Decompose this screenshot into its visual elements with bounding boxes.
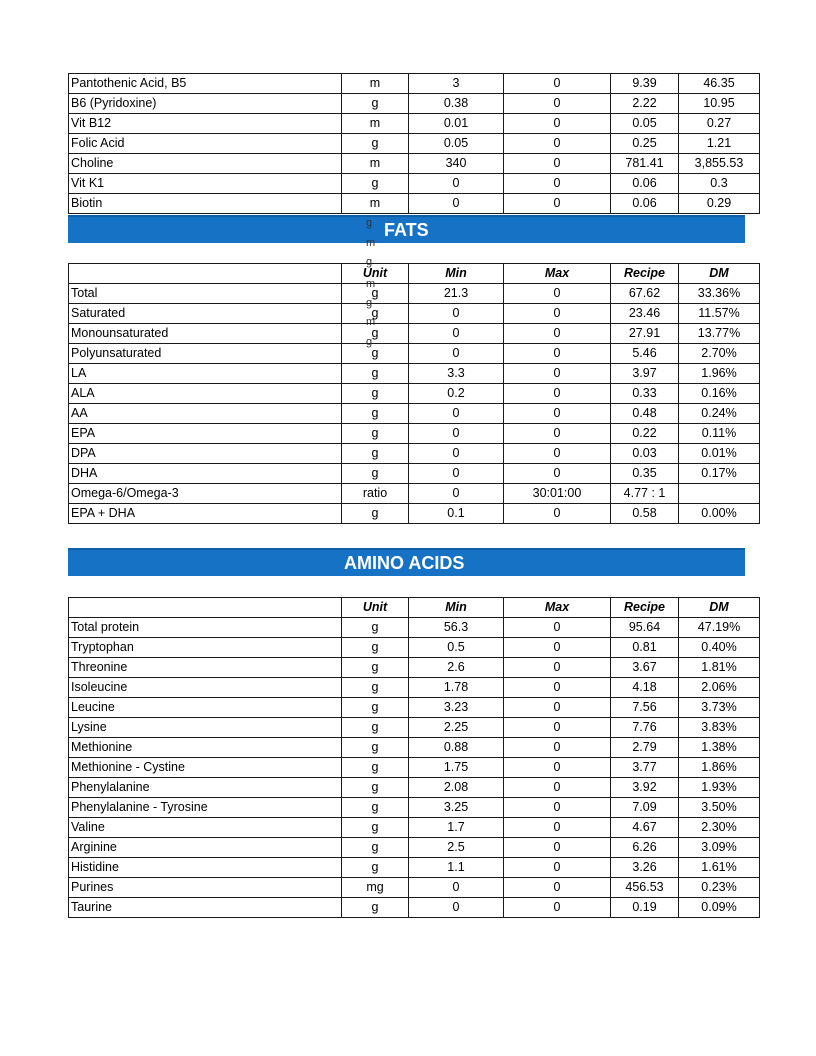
cell-max: 0 — [504, 404, 611, 424]
cell-name: Total protein — [69, 618, 342, 638]
cell-unit: g — [342, 384, 409, 404]
cell-name: AA — [69, 404, 342, 424]
cell-dm: 0.40% — [679, 638, 760, 658]
cell-name: DHA — [69, 464, 342, 484]
cell-recipe: 0.06 — [611, 174, 679, 194]
cell-dm: 0.29 — [679, 194, 760, 214]
cell-recipe: 5.46 — [611, 344, 679, 364]
table-row — [69, 718, 760, 738]
fats-header-dm: DM — [679, 264, 760, 284]
cell-min: 2.6 — [409, 658, 504, 678]
table-row — [69, 284, 760, 304]
table-row — [69, 698, 760, 718]
cell-min: 0 — [409, 898, 504, 918]
cell-recipe: 7.76 — [611, 718, 679, 738]
cell-name: Methionine - Cystine — [69, 758, 342, 778]
amino-acids-table-body — [69, 618, 760, 918]
cell-min: 0.1 — [409, 504, 504, 524]
fats-section-banner — [68, 215, 745, 243]
cell-min: 0.5 — [409, 638, 504, 658]
table-row — [69, 94, 760, 114]
cell-max: 0 — [504, 444, 611, 464]
amino-acids-header-name — [69, 598, 342, 618]
cell-recipe: 95.64 — [611, 618, 679, 638]
cell-max: 0 — [504, 618, 611, 638]
cell-name: Purines — [69, 878, 342, 898]
cell-unit: g — [342, 504, 409, 524]
cell-recipe: 0.48 — [611, 404, 679, 424]
cell-name: EPA + DHA — [69, 504, 342, 524]
cell-dm: 33.36% — [679, 284, 760, 304]
table-row — [69, 194, 760, 214]
cell-max: 0 — [504, 194, 611, 214]
cell-name: Leucine — [69, 698, 342, 718]
cell-unit: g — [342, 818, 409, 838]
cell-name: Valine — [69, 818, 342, 838]
fats-table — [68, 263, 760, 524]
cell-dm: 2.06% — [679, 678, 760, 698]
overflow-unit-letter: m — [366, 316, 376, 328]
cell-recipe: 2.79 — [611, 738, 679, 758]
cell-unit: g — [342, 424, 409, 444]
cell-recipe: 4.77 : 1 — [611, 484, 679, 504]
cell-recipe: 3.92 — [611, 778, 679, 798]
cell-dm — [679, 484, 760, 504]
cell-dm: 0.09% — [679, 898, 760, 918]
vitamins-table-body — [69, 74, 760, 214]
fats-header-row — [69, 264, 760, 284]
cell-dm: 10.95 — [679, 94, 760, 114]
cell-dm: 0.01% — [679, 444, 760, 464]
cell-recipe: 7.09 — [611, 798, 679, 818]
cell-dm: 0.3 — [679, 174, 760, 194]
cell-recipe: 23.46 — [611, 304, 679, 324]
table-row — [69, 638, 760, 658]
amino-acids-header-unit: Unit — [342, 598, 409, 618]
vitamins-table — [68, 73, 760, 214]
cell-unit: g — [342, 134, 409, 154]
cell-max: 0 — [504, 364, 611, 384]
cell-recipe: 3.77 — [611, 758, 679, 778]
table-row — [69, 484, 760, 504]
cell-unit: g — [342, 858, 409, 878]
cell-max: 0 — [504, 324, 611, 344]
cell-name: Monounsaturated — [69, 324, 342, 344]
cell-min: 0 — [409, 194, 504, 214]
table-row — [69, 898, 760, 918]
overflow-unit-letter: m — [366, 237, 376, 249]
cell-name: Methionine — [69, 738, 342, 758]
table-row — [69, 444, 760, 464]
amino-acids-header-row — [69, 598, 760, 618]
cell-max: 0 — [504, 154, 611, 174]
cell-dm: 3.09% — [679, 838, 760, 858]
cell-unit: mg — [342, 878, 409, 898]
cell-unit: g — [342, 698, 409, 718]
cell-recipe: 3.97 — [611, 364, 679, 384]
cell-unit: g — [342, 284, 409, 304]
cell-recipe: 0.05 — [611, 114, 679, 134]
cell-dm: 1.21 — [679, 134, 760, 154]
cell-max: 0 — [504, 758, 611, 778]
table-row — [69, 74, 760, 94]
cell-name: LA — [69, 364, 342, 384]
cell-max: 0 — [504, 718, 611, 738]
amino-acids-section-banner — [68, 548, 745, 576]
cell-unit: g — [342, 838, 409, 858]
table-row — [69, 818, 760, 838]
overflow-unit-letter: g — [366, 336, 373, 348]
cell-max: 0 — [504, 114, 611, 134]
cell-recipe: 0.81 — [611, 638, 679, 658]
cell-unit: g — [342, 758, 409, 778]
cell-min: 0.88 — [409, 738, 504, 758]
table-row — [69, 364, 760, 384]
cell-recipe: 3.26 — [611, 858, 679, 878]
cell-max: 0 — [504, 818, 611, 838]
cell-dm: 13.77% — [679, 324, 760, 344]
cell-min: 3.23 — [409, 698, 504, 718]
cell-max: 0 — [504, 858, 611, 878]
amino-acids-header-dm: DM — [679, 598, 760, 618]
cell-name: Histidine — [69, 858, 342, 878]
cell-name: Saturated — [69, 304, 342, 324]
cell-name: Total — [69, 284, 342, 304]
cell-max: 0 — [504, 384, 611, 404]
cell-unit: g — [342, 344, 409, 364]
cell-dm: 0.23% — [679, 878, 760, 898]
fats-header-recipe: Recipe — [611, 264, 679, 284]
cell-name: Polyunsaturated — [69, 344, 342, 364]
cell-dm: 1.38% — [679, 738, 760, 758]
table-row — [69, 678, 760, 698]
cell-min: 1.75 — [409, 758, 504, 778]
cell-unit: g — [342, 738, 409, 758]
cell-max: 0 — [504, 424, 611, 444]
amino-acids-table — [68, 597, 760, 918]
cell-dm: 0.27 — [679, 114, 760, 134]
cell-max: 0 — [504, 134, 611, 154]
cell-name: Phenylalanine — [69, 778, 342, 798]
amino-acids-section-title: AMINO ACIDS — [344, 553, 465, 573]
cell-max: 0 — [504, 174, 611, 194]
cell-dm: 1.61% — [679, 858, 760, 878]
cell-recipe: 781.41 — [611, 154, 679, 174]
cell-max: 0 — [504, 304, 611, 324]
table-row — [69, 424, 760, 444]
amino-acids-header-min: Min — [409, 598, 504, 618]
cell-max: 0 — [504, 698, 611, 718]
table-row — [69, 758, 760, 778]
cell-max: 0 — [504, 658, 611, 678]
cell-min: 0 — [409, 464, 504, 484]
cell-recipe: 4.18 — [611, 678, 679, 698]
table-row — [69, 304, 760, 324]
cell-unit: g — [342, 464, 409, 484]
cell-dm: 46.35 — [679, 74, 760, 94]
cell-unit: ratio — [342, 484, 409, 504]
table-row — [69, 618, 760, 638]
cell-recipe: 7.56 — [611, 698, 679, 718]
cell-dm: 47.19% — [679, 618, 760, 638]
table-row — [69, 658, 760, 678]
fats-header-max: Max — [504, 264, 611, 284]
overflow-unit-letter: m — [366, 278, 376, 290]
cell-name: ALA — [69, 384, 342, 404]
fats-header-unit: Unit — [342, 264, 409, 284]
cell-min: 0 — [409, 404, 504, 424]
table-row — [69, 324, 760, 344]
overflow-unit-letter: g — [366, 256, 373, 268]
cell-dm: 3.83% — [679, 718, 760, 738]
cell-unit: m — [342, 194, 409, 214]
cell-unit: g — [342, 718, 409, 738]
cell-min: 2.5 — [409, 838, 504, 858]
fats-header-min: Min — [409, 264, 504, 284]
cell-max: 0 — [504, 344, 611, 364]
cell-min: 1.7 — [409, 818, 504, 838]
cell-min: 1.78 — [409, 678, 504, 698]
cell-dm: 11.57% — [679, 304, 760, 324]
table-row — [69, 878, 760, 898]
cell-min: 2.08 — [409, 778, 504, 798]
cell-dm: 0.11% — [679, 424, 760, 444]
cell-dm: 0.17% — [679, 464, 760, 484]
cell-recipe: 27.91 — [611, 324, 679, 344]
cell-recipe: 0.25 — [611, 134, 679, 154]
cell-unit: g — [342, 324, 409, 344]
cell-min: 21.3 — [409, 284, 504, 304]
cell-min: 0.38 — [409, 94, 504, 114]
cell-max: 0 — [504, 798, 611, 818]
table-row — [69, 344, 760, 364]
cell-name: Arginine — [69, 838, 342, 858]
table-row — [69, 404, 760, 424]
cell-min: 0 — [409, 344, 504, 364]
table-row — [69, 858, 760, 878]
table-row — [69, 114, 760, 134]
cell-dm: 3,855.53 — [679, 154, 760, 174]
cell-recipe: 4.67 — [611, 818, 679, 838]
cell-min: 0 — [409, 444, 504, 464]
cell-dm: 0.16% — [679, 384, 760, 404]
cell-recipe: 9.39 — [611, 74, 679, 94]
cell-max: 0 — [504, 284, 611, 304]
cell-name: Biotin — [69, 194, 342, 214]
cell-unit: g — [342, 404, 409, 424]
fats-header-name — [69, 264, 342, 284]
cell-name: Vit K1 — [69, 174, 342, 194]
table-row — [69, 384, 760, 404]
cell-name: DPA — [69, 444, 342, 464]
cell-unit: g — [342, 638, 409, 658]
table-row — [69, 798, 760, 818]
cell-dm: 3.50% — [679, 798, 760, 818]
cell-unit: g — [342, 898, 409, 918]
table-row — [69, 464, 760, 484]
cell-name: B6 (Pyridoxine) — [69, 94, 342, 114]
amino-acids-header-max: Max — [504, 598, 611, 618]
cell-unit: g — [342, 304, 409, 324]
cell-min: 340 — [409, 154, 504, 174]
cell-min: 0.05 — [409, 134, 504, 154]
cell-min: 0 — [409, 484, 504, 504]
cell-min: 1.1 — [409, 858, 504, 878]
cell-unit: g — [342, 174, 409, 194]
cell-dm: 1.86% — [679, 758, 760, 778]
cell-max: 0 — [504, 94, 611, 114]
cell-recipe: 0.19 — [611, 898, 679, 918]
cell-name: Taurine — [69, 898, 342, 918]
cell-max: 0 — [504, 678, 611, 698]
cell-recipe: 456.53 — [611, 878, 679, 898]
cell-name: EPA — [69, 424, 342, 444]
fats-section-title: FATS — [384, 220, 429, 240]
cell-dm: 2.70% — [679, 344, 760, 364]
cell-recipe: 0.03 — [611, 444, 679, 464]
cell-min: 0 — [409, 324, 504, 344]
overflow-unit-letter: g — [366, 297, 373, 309]
cell-max: 0 — [504, 738, 611, 758]
cell-min: 56.3 — [409, 618, 504, 638]
cell-name: Tryptophan — [69, 638, 342, 658]
cell-unit: g — [342, 618, 409, 638]
table-row — [69, 504, 760, 524]
cell-max: 0 — [504, 74, 611, 94]
cell-unit: g — [342, 678, 409, 698]
cell-dm: 2.30% — [679, 818, 760, 838]
cell-min: 3 — [409, 74, 504, 94]
cell-max: 0 — [504, 638, 611, 658]
cell-max: 0 — [504, 504, 611, 524]
cell-unit: g — [342, 364, 409, 384]
cell-dm: 1.93% — [679, 778, 760, 798]
cell-name: Folic Acid — [69, 134, 342, 154]
cell-max: 0 — [504, 838, 611, 858]
cell-min: 0 — [409, 424, 504, 444]
cell-unit: m — [342, 154, 409, 174]
cell-dm: 0.00% — [679, 504, 760, 524]
cell-unit: g — [342, 798, 409, 818]
cell-name: Phenylalanine - Tyrosine — [69, 798, 342, 818]
cell-unit: m — [342, 74, 409, 94]
cell-max: 0 — [504, 898, 611, 918]
cell-min: 0.01 — [409, 114, 504, 134]
cell-name: Vit B12 — [69, 114, 342, 134]
cell-dm: 0.24% — [679, 404, 760, 424]
cell-name: Omega-6/Omega-3 — [69, 484, 342, 504]
cell-name: Choline — [69, 154, 342, 174]
cell-name: Isoleucine — [69, 678, 342, 698]
table-row — [69, 778, 760, 798]
amino-acids-header-recipe: Recipe — [611, 598, 679, 618]
cell-min: 2.25 — [409, 718, 504, 738]
cell-recipe: 3.67 — [611, 658, 679, 678]
cell-max: 0 — [504, 778, 611, 798]
cell-recipe: 6.26 — [611, 838, 679, 858]
table-row — [69, 738, 760, 758]
cell-min: 0.2 — [409, 384, 504, 404]
cell-min: 0 — [409, 878, 504, 898]
cell-recipe: 0.22 — [611, 424, 679, 444]
cell-dm: 1.81% — [679, 658, 760, 678]
cell-recipe: 2.22 — [611, 94, 679, 114]
cell-unit: g — [342, 658, 409, 678]
cell-dm: 1.96% — [679, 364, 760, 384]
table-row — [69, 154, 760, 174]
cell-unit: g — [342, 444, 409, 464]
table-row — [69, 174, 760, 194]
cell-recipe: 0.35 — [611, 464, 679, 484]
cell-min: 0 — [409, 174, 504, 194]
cell-max: 0 — [504, 464, 611, 484]
cell-recipe: 67.62 — [611, 284, 679, 304]
cell-name: Threonine — [69, 658, 342, 678]
cell-min: 0 — [409, 304, 504, 324]
cell-unit: m — [342, 114, 409, 134]
cell-max: 30:01:00 — [504, 484, 611, 504]
cell-name: Pantothenic Acid, B5 — [69, 74, 342, 94]
cell-unit: g — [342, 94, 409, 114]
cell-recipe: 0.06 — [611, 194, 679, 214]
table-row — [69, 838, 760, 858]
cell-unit: g — [342, 778, 409, 798]
cell-dm: 3.73% — [679, 698, 760, 718]
cell-name: Lysine — [69, 718, 342, 738]
cell-recipe: 0.58 — [611, 504, 679, 524]
cell-recipe: 0.33 — [611, 384, 679, 404]
fats-table-body — [69, 284, 760, 524]
cell-min: 3.25 — [409, 798, 504, 818]
overflow-unit-letter: g — [366, 217, 373, 229]
cell-max: 0 — [504, 878, 611, 898]
cell-min: 3.3 — [409, 364, 504, 384]
table-row — [69, 134, 760, 154]
